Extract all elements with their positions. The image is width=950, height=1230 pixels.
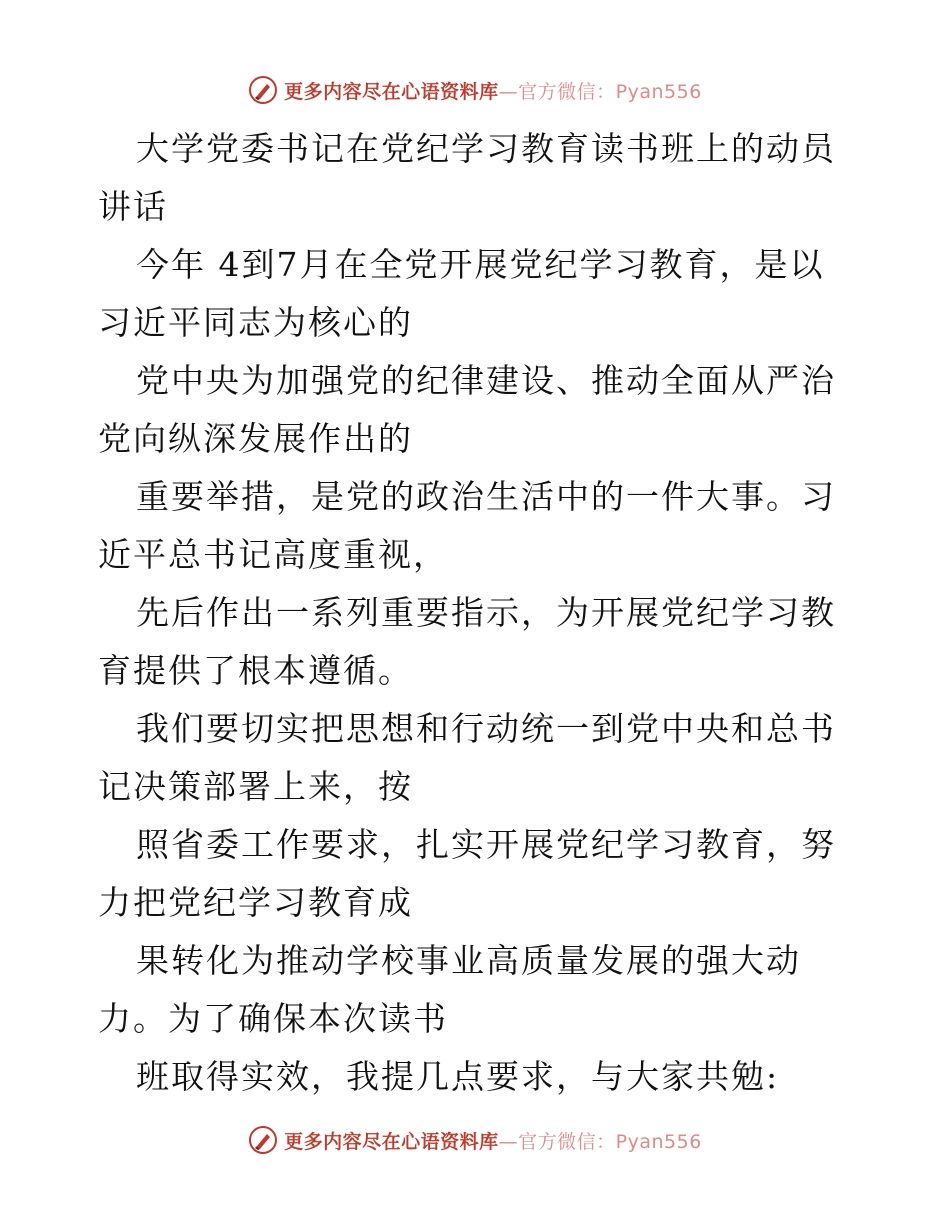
banner-dash: —: [498, 1130, 519, 1153]
banner-left-text: 更多内容尽在心语资料库: [284, 80, 499, 103]
document-title: 大学党委书记在党纪学习教育读书班上的动员讲话: [98, 129, 836, 226]
banner-dash: —: [498, 80, 519, 103]
paragraph: 我们要切实把思想和行动统一到党中央和总书记决策部署上来，按: [98, 709, 836, 806]
banner-left-text: 更多内容尽在心语资料库: [284, 1130, 499, 1153]
paragraph: 果转化为推动学校事业高质量发展的强大动力。为了确保本次读书: [98, 941, 801, 1038]
banner-text: [284, 1127, 702, 1154]
footer-watermark-banner: [0, 1120, 950, 1160]
paragraph: 重要举措，是党的政治生活中的一件大事。习近平总书记高度重视，: [98, 477, 836, 574]
pen-nib-logo-icon: [248, 75, 278, 105]
paragraph: 今年 4到7月在全党开展党纪学习教育，是以习近平同志为核心的: [98, 245, 825, 342]
banner-right-text: 官方微信：Pyan556: [518, 1130, 702, 1153]
banner-text: [284, 77, 702, 104]
paragraph: 照省委工作要求，扎实开展党纪学习教育，努力把党纪学习教育成: [98, 825, 836, 922]
banner-right-text: 官方微信：Pyan556: [518, 80, 702, 103]
paragraph: 班取得实效，我提几点要求，与大家共勉:: [136, 1057, 780, 1096]
paragraph: 先后作出一系列重要指示，为开展党纪学习教育提供了根本遵循。: [98, 593, 836, 690]
paragraph: 党中央为加强党的纪律建设、推动全面从严治党向纵深发展作出的: [98, 361, 836, 458]
document-body: [98, 120, 858, 1106]
pen-nib-logo-icon: [248, 1125, 278, 1155]
header-watermark-banner: [0, 70, 950, 110]
